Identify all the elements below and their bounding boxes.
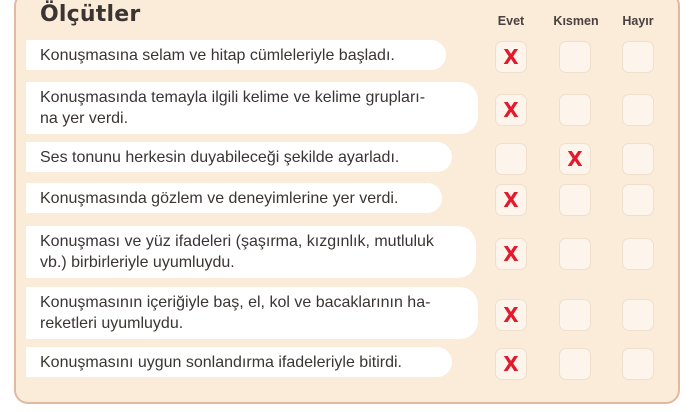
criterion-row [26, 226, 476, 278]
checkbox-hayir[interactable] [622, 299, 654, 331]
checkbox-kismen[interactable] [559, 143, 591, 175]
criterion-row [26, 40, 446, 70]
column-header-kismen: Kısmen [553, 14, 599, 28]
checkbox-hayir[interactable] [622, 41, 654, 73]
checkbox-hayir[interactable] [622, 348, 654, 380]
criterion-text-line: Konuşmasının içeriğiyle baş, el, kol ve bacaklarının ha- [40, 294, 431, 311]
column-header-hayir: Hayır [622, 14, 654, 28]
checkbox-kismen[interactable] [559, 184, 591, 216]
criterion-row [26, 142, 452, 172]
column-header-evet: Evet [497, 14, 525, 28]
criterion-text-line: Konuşmasını uygun sonlandırma ifadeleriyle bitirdi. [40, 353, 402, 371]
criterion-text-line: Konuşması ve yüz ifadeleri (şaşırma, kızgınlık, mutluluk [40, 233, 434, 250]
checkbox-hayir[interactable] [622, 94, 654, 126]
checkbox-evet[interactable] [495, 94, 527, 126]
checkbox-evet[interactable] [495, 143, 527, 175]
criterion-text-line: Konuşmasında gözlem ve deneyimlerine yer verdi. [40, 189, 399, 207]
criterion-row [26, 183, 442, 213]
checkbox-kismen[interactable] [559, 299, 591, 331]
checkbox-hayir[interactable] [622, 238, 654, 270]
checkbox-evet[interactable] [495, 348, 527, 380]
criterion-text-line: Konuşmasında temayla ilgili kelime ve kelime grupları- [40, 89, 426, 106]
x-mark-icon: X [503, 188, 519, 212]
x-mark-icon: X [503, 242, 519, 266]
criterion-text-line: Ses tonunu herkesin duyabileceği şekilde ayarladı. [40, 148, 400, 166]
checkbox-kismen[interactable] [559, 94, 591, 126]
checkbox-kismen[interactable] [559, 41, 591, 73]
criterion-text [40, 352, 402, 373]
checkbox-hayir[interactable] [622, 143, 654, 175]
criterion-row [26, 347, 452, 377]
criterion-text [40, 45, 395, 66]
x-mark-icon: X [567, 147, 583, 171]
criterion-text [40, 188, 398, 209]
x-mark-icon: X [503, 303, 519, 327]
criterion-text-line: Konuşmasına selam ve hitap cümleleriyle başladı. [40, 46, 395, 64]
criterion-text [40, 231, 434, 273]
criterion-text-line: na yer verdi. [40, 110, 129, 127]
criterion-text-line: reketleri uyumluydu. [40, 315, 184, 332]
checkbox-evet[interactable] [495, 238, 527, 270]
checkbox-evet[interactable] [495, 299, 527, 331]
criterion-text [40, 292, 430, 334]
criterion-text [40, 147, 399, 168]
checkbox-kismen[interactable] [559, 238, 591, 270]
checkbox-evet[interactable] [495, 41, 527, 73]
page-title: Ölçütler [40, 2, 141, 27]
criterion-row [26, 287, 478, 339]
criterion-text-line: vb.) birbirleriyle uyumluydu. [40, 254, 235, 271]
x-mark-icon: X [503, 98, 519, 122]
x-mark-icon: X [503, 352, 519, 376]
x-mark-icon: X [503, 45, 519, 69]
checkbox-kismen[interactable] [559, 348, 591, 380]
checkbox-evet[interactable] [495, 184, 527, 216]
criterion-text [40, 87, 425, 129]
criterion-row [26, 82, 478, 134]
checkbox-hayir[interactable] [622, 184, 654, 216]
